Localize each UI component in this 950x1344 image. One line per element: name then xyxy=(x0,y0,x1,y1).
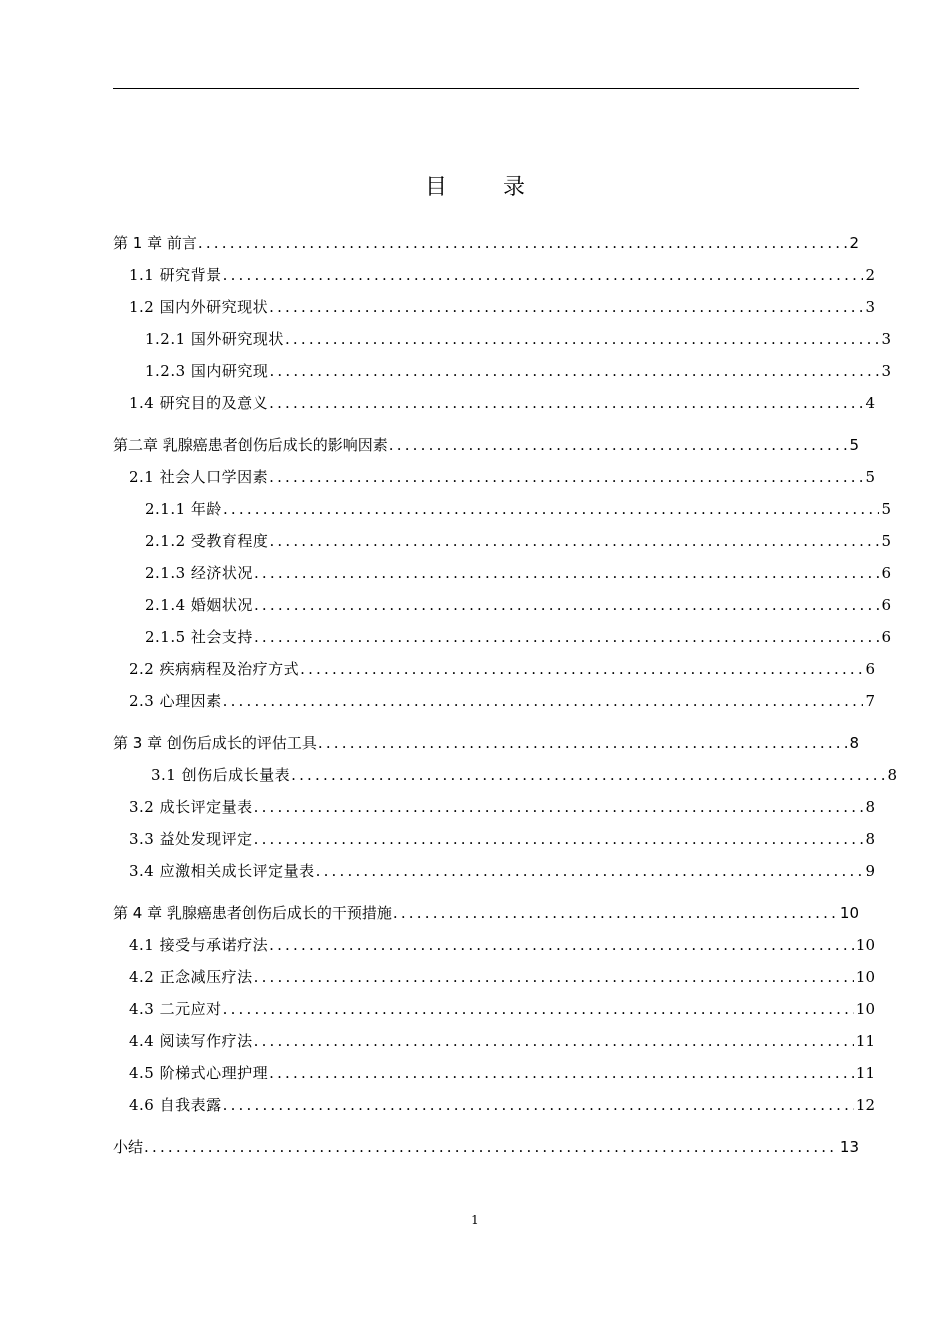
toc-entry-label: 1.2 国内外研究现状 xyxy=(129,298,269,316)
toc-entry-label: 2.1 社会人口学因素 xyxy=(129,468,269,486)
toc-entry-page: 5 xyxy=(881,532,891,550)
toc-entry-label: 1.4 研究目的及意义 xyxy=(129,394,269,412)
toc-entry-page: 8 xyxy=(865,830,875,848)
toc-entry-label: 第 3 章 创伤后成长的评估工具 xyxy=(113,734,317,752)
toc-entry-page: 4 xyxy=(865,394,875,412)
toc-entry-page: 10 xyxy=(855,936,875,954)
toc-entry-2-1-4[interactable] xyxy=(113,594,891,620)
toc-entry-label: 第二章 乳腺癌患者创伤后成长的影响因素 xyxy=(113,436,388,454)
toc-title xyxy=(0,170,950,201)
toc-entry-4-3[interactable] xyxy=(113,998,875,1024)
toc-entry-label: 4.6 自我表露 xyxy=(129,1096,222,1114)
toc-entry-3-1[interactable] xyxy=(113,764,897,790)
toc-entry-page: 12 xyxy=(855,1096,875,1114)
toc-entry-1-2[interactable] xyxy=(113,296,875,322)
toc-entry-label: 4.1 接受与承诺疗法 xyxy=(129,936,269,954)
toc-entry-1-2-3[interactable] xyxy=(113,360,891,386)
toc-entry-1-1[interactable] xyxy=(113,264,875,290)
toc-entry-page: 9 xyxy=(865,862,875,880)
toc-entry-4-2[interactable] xyxy=(113,966,875,992)
toc-title-char-2: 录 xyxy=(503,175,526,200)
toc-entry-label: 3.1 创伤后成长量表 xyxy=(151,766,291,784)
toc-entry-label: 2.2 疾病病程及治疗方式 xyxy=(129,660,300,678)
toc-entry-label: 1.2.3 国内研究现 xyxy=(145,362,269,380)
toc-entry-4-5[interactable] xyxy=(113,1062,875,1088)
toc-entry-label: 第 4 章 乳腺癌患者创伤后成长的干预措施 xyxy=(113,904,392,922)
toc-entry-2-1-3[interactable] xyxy=(113,562,891,588)
toc-entry-label: 1.2.1 国外研究现状 xyxy=(145,330,284,348)
toc-entry-2-1-2[interactable] xyxy=(113,530,891,556)
toc-entry-page: 3 xyxy=(881,330,891,348)
toc-entry-3-3[interactable] xyxy=(113,828,875,854)
toc-entry-label: 3.2 成长评定量表 xyxy=(129,798,253,816)
toc-entry-summary[interactable] xyxy=(113,1136,859,1162)
toc-entry-label: 3.3 益处发现评定 xyxy=(129,830,253,848)
toc-entry-page: 13 xyxy=(839,1138,859,1156)
toc-entry-2-1[interactable] xyxy=(113,466,875,492)
toc-entry-page: 6 xyxy=(865,660,875,678)
toc-entry-page: 8 xyxy=(849,734,859,752)
toc-entry-chapter-3[interactable] xyxy=(113,732,859,758)
toc-entry-1-2-1[interactable] xyxy=(113,328,891,354)
toc-entry-page: 6 xyxy=(881,628,891,646)
toc-entry-label: 2.1.4 婚姻状况 xyxy=(145,596,253,614)
toc-title-char-1: 目 xyxy=(424,175,447,200)
toc-entry-label: 2.1.3 经济状况 xyxy=(145,564,253,582)
toc-entry-page: 11 xyxy=(855,1032,875,1050)
toc-entry-3-4[interactable] xyxy=(113,860,875,886)
toc-entry-label: 2.1.1 年龄 xyxy=(145,500,222,518)
toc-entry-page: 6 xyxy=(881,596,891,614)
toc-entry-page: 7 xyxy=(865,692,875,710)
toc-entry-4-1[interactable] xyxy=(113,934,875,960)
toc-entry-page: 3 xyxy=(881,362,891,380)
toc-entry-label: 2.1.2 受教育程度 xyxy=(145,532,269,550)
toc-entry-page: 3 xyxy=(865,298,875,316)
toc-entry-page: 10 xyxy=(839,904,859,922)
toc-entry-page: 11 xyxy=(855,1064,875,1082)
toc-entry-page: 2 xyxy=(849,234,859,252)
toc-entry-2-1-5[interactable] xyxy=(113,626,891,652)
toc-entry-label: 1.1 研究背景 xyxy=(129,266,222,284)
toc-entry-label: 4.3 二元应对 xyxy=(129,1000,222,1018)
toc-entry-2-3[interactable] xyxy=(113,690,875,716)
toc-entry-label: 2.3 心理因素 xyxy=(129,692,222,710)
toc-entry-1-4[interactable] xyxy=(113,392,875,418)
toc-entry-label: 2.1.5 社会支持 xyxy=(145,628,253,646)
toc-entry-2-2[interactable] xyxy=(113,658,875,684)
toc-entry-page: 6 xyxy=(881,564,891,582)
toc-entry-2-1-1[interactable] xyxy=(113,498,891,524)
toc-entry-label: 第 1 章 前言 xyxy=(113,234,197,252)
toc-entry-label: 小结 xyxy=(113,1138,144,1156)
toc-entry-label: 4.5 阶梯式心理护理 xyxy=(129,1064,269,1082)
page-number: 1 xyxy=(471,1213,479,1227)
toc-entry-3-2[interactable] xyxy=(113,796,875,822)
toc-entry-page: 5 xyxy=(881,500,891,518)
toc-entry-page: 5 xyxy=(865,468,875,486)
toc-entry-label: 4.4 阅读写作疗法 xyxy=(129,1032,253,1050)
toc-entry-4-4[interactable] xyxy=(113,1030,875,1056)
toc-entry-label: 3.4 应激相关成长评定量表 xyxy=(129,862,315,880)
toc-entry-page: 5 xyxy=(849,436,859,454)
toc-entry-page: 10 xyxy=(855,968,875,986)
toc-entry-chapter-2[interactable] xyxy=(113,434,859,460)
toc-entry-4-6[interactable] xyxy=(113,1094,875,1120)
toc-entry-page: 10 xyxy=(855,1000,875,1018)
toc-entry-page: 8 xyxy=(887,766,897,784)
header-rule xyxy=(113,88,859,89)
toc-entry-label: 4.2 正念减压疗法 xyxy=(129,968,253,986)
toc-entry-chapter-1[interactable] xyxy=(113,232,859,258)
toc-entry-page: 8 xyxy=(865,798,875,816)
toc-entry-chapter-4[interactable] xyxy=(113,902,859,928)
toc-entry-page: 2 xyxy=(865,266,875,284)
